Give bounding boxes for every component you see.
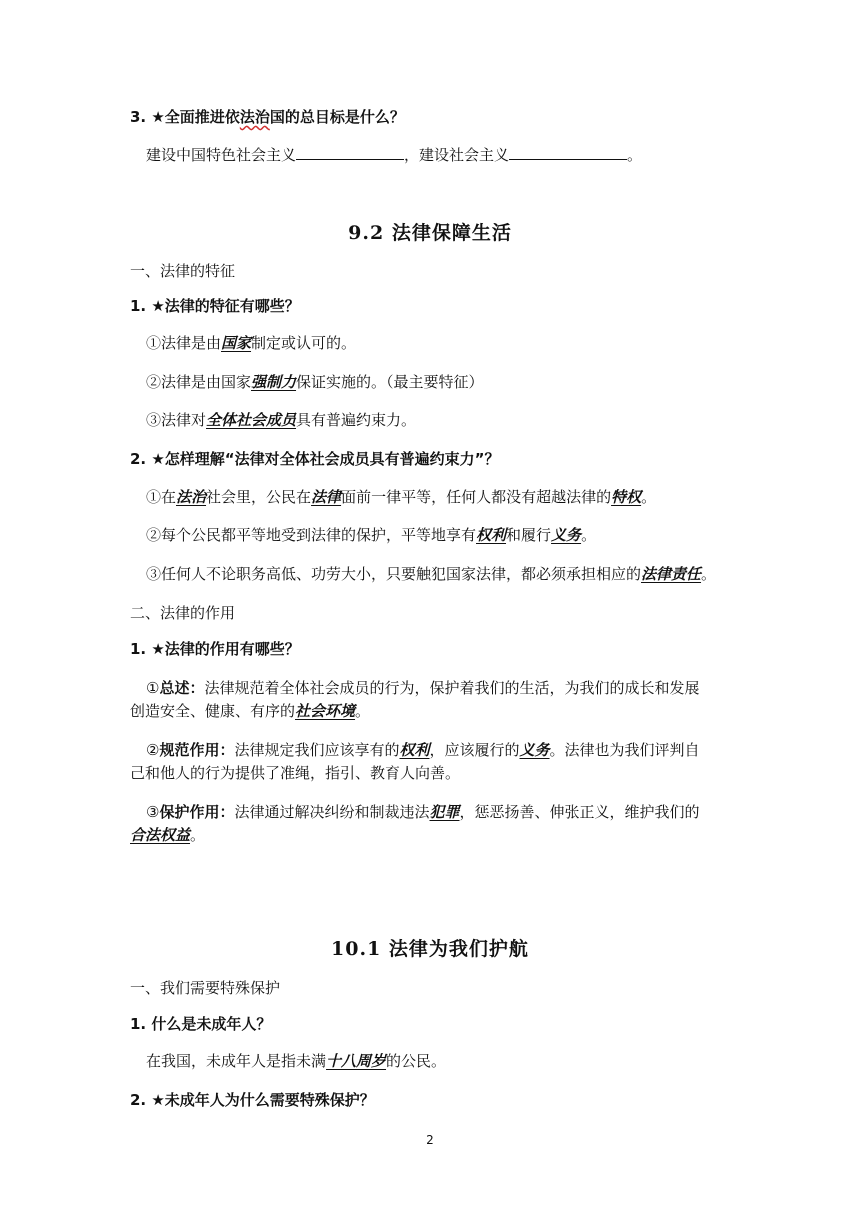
page-number: 2 [426,1133,434,1147]
answer-line: ②规范作用：法律规定我们应该享有的权利，应该履行的义务。法律也为我们评判自 [146,741,700,759]
subsection-heading: 一、法律的特征 [130,262,236,280]
answer-line: ③法律对全体社会成员具有普遍约束力。 [146,411,417,429]
question: 1. ★法律的特征有哪些？ [130,297,300,315]
fill-blank [509,145,627,160]
question: 2. ★未成年人为什么需要特殊保护？ [130,1091,375,1109]
answer-line: ②每个公民都平等地受到法律的保护，平等地享有权利和履行义务。 [146,526,597,544]
question: 1. 什么是未成年人？ [130,1015,272,1033]
answer-3: 建设中国特色社会主义 ，建设社会主义 。 [146,146,643,164]
answer-line: ①在法治社会里，公民在法律面前一律平等，任何人都没有超越法律的特权。 [146,488,657,506]
subsection-heading: 二、法律的作用 [130,604,236,622]
answer-line: 己和他人的行为提供了准绳，指引、教育人向善。 [130,764,461,782]
answer-line: ①总述：法律规范着全体社会成员的行为，保护着我们的生活，为我们的成长和发展 [146,679,700,697]
answer-line: ③保护作用：法律通过解决纠纷和制裁违法犯罪，惩恶扬善、伸张正义，维护我们的 [146,803,700,821]
answer-line: ③任何人不论职务高低、功劳大小，只要触犯国家法律，都必须承担相应的法律责任。 [146,565,717,583]
answer-line: 在我国，未成年人是指未满十八周岁的公民。 [146,1052,447,1070]
fill-blank [296,145,404,160]
question-3: 3. ★全面推进依法治国的总目标是什么？ [130,108,405,126]
question: 2. ★怎样理解“法律对全体社会成员具有普遍约束力”？ [130,450,500,468]
question: 1. ★法律的作用有哪些？ [130,640,300,658]
answer-line: ①法律是由国家制定或认可的。 [146,334,357,352]
subsection-heading: 一、我们需要特殊保护 [130,979,281,997]
answer-line: ②法律是由国家强制力保证实施的。（最主要特征） [146,373,484,391]
section-title-9-2: 9.2 法律保障生活 [348,222,512,244]
answer-line: 创造安全、健康、有序的社会环境。 [130,702,371,720]
section-title-10-1: 10.1 法律为我们护航 [331,938,529,960]
answer-line: 合法权益。 [130,826,206,844]
